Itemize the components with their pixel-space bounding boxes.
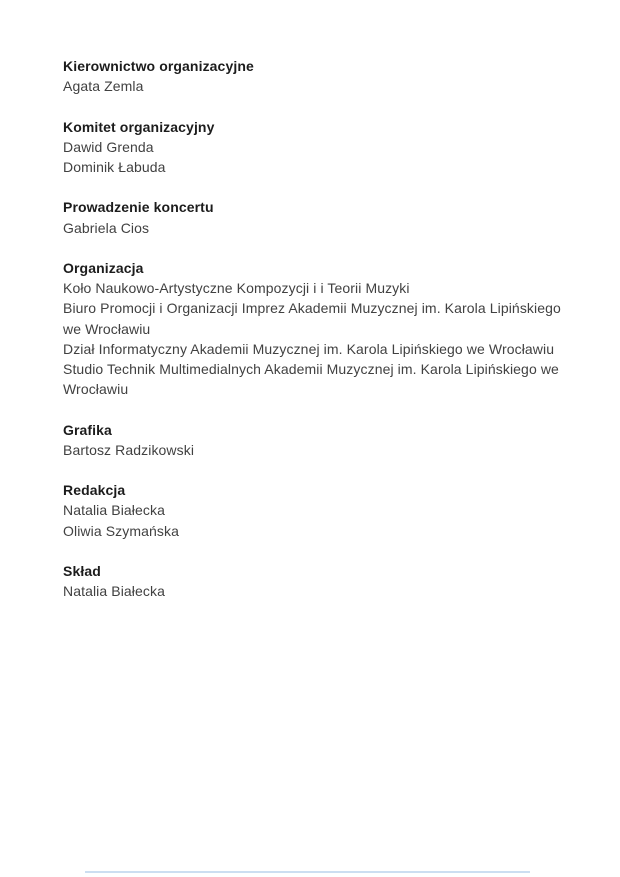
credit-line: we Wrocławiu: [63, 320, 151, 337]
credit-line: Dawid Grenda: [63, 138, 154, 155]
credit-line: Natalia Białecka: [63, 502, 165, 519]
section-heading: Organizacja: [63, 259, 144, 276]
credit-line: Bartosz Radzikowski: [63, 441, 195, 458]
credit-line: Dział Informatyczny Akademii Muzycznej im. Karola Lipińskiego we Wrocławiu: [63, 340, 555, 357]
footer-rule-divider: [85, 871, 530, 873]
section-heading: Grafika: [63, 421, 112, 438]
section-heading: Redakcja: [63, 482, 126, 499]
section-heading: Prowadzenie koncertu: [63, 199, 214, 216]
credit-line: Studio Technik Multimedialnych Akademii Muzycznej im. Karola Lipińskiego we: [63, 361, 559, 377]
credit-line: Natalia Białecka: [63, 583, 165, 600]
credit-line: Biuro Promocji i Organizacji Imprez Akademii Muzycznej im. Karola Lipińskiego: [63, 300, 561, 317]
section-prowadzenie: [63, 197, 583, 237]
credit-line: Agata Zemla: [63, 78, 144, 95]
section-organizacja: [63, 258, 583, 399]
section-heading: Kierownictwo organizacyjne: [63, 58, 254, 74]
section-komitet: [63, 117, 583, 178]
credit-line: Wrocławiu: [63, 381, 129, 398]
section-heading: Skład: [63, 562, 101, 579]
credit-line: Oliwia Szymańska: [63, 522, 179, 539]
credits-content: [63, 56, 583, 622]
section-sklad: [63, 561, 583, 601]
section-heading: Komitet organizacyjny: [63, 118, 215, 135]
section-redakcja: [63, 480, 583, 541]
section-kierownictwo: [63, 56, 583, 96]
section-grafika: [63, 420, 583, 460]
credit-line: Koło Naukowo-Artystyczne Kompozycji i i Teorii Muzyki: [63, 280, 410, 297]
credit-line: Dominik Łabuda: [63, 159, 166, 175]
credit-line: Gabriela Cios: [63, 219, 150, 236]
